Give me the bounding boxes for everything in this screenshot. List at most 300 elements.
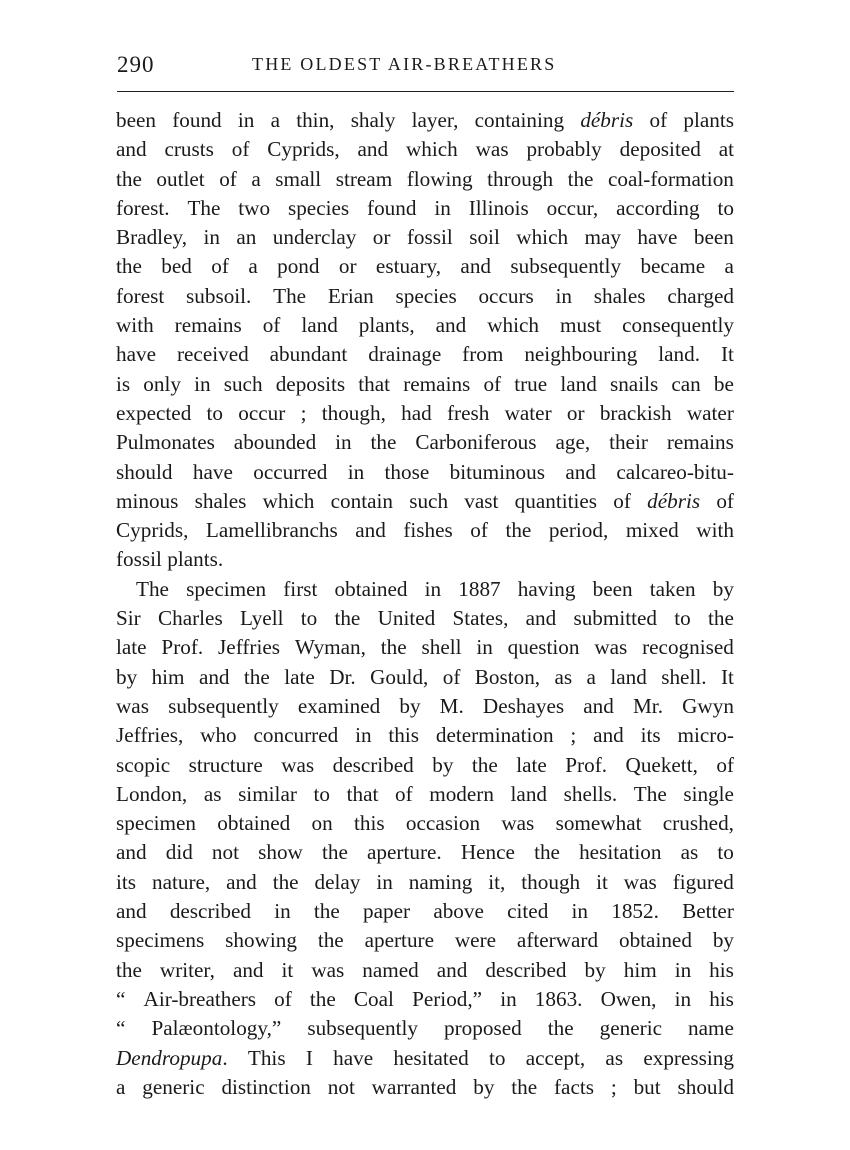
word: débris <box>647 488 701 513</box>
word: the <box>380 635 407 660</box>
word: in <box>355 723 372 748</box>
text-line <box>116 516 734 545</box>
word: specimen <box>116 811 197 836</box>
word: Jeffries <box>218 635 281 660</box>
word: determination <box>435 723 554 748</box>
word: similar <box>238 781 297 806</box>
text-line <box>116 252 734 281</box>
word: bituminous <box>449 459 545 484</box>
word: this <box>354 811 385 836</box>
word: as <box>554 664 573 689</box>
text-line <box>116 194 734 223</box>
text-line <box>116 1014 734 1043</box>
word: the <box>313 899 340 924</box>
word: fossil <box>116 547 162 572</box>
text-line <box>116 545 734 574</box>
word: of <box>231 137 250 162</box>
word: the <box>505 518 532 543</box>
word: the <box>309 986 336 1011</box>
word: became <box>640 254 706 279</box>
word: in <box>274 899 291 924</box>
word: the <box>547 1016 574 1041</box>
word: land <box>560 371 597 396</box>
word: in <box>376 869 393 894</box>
word: in <box>674 957 692 982</box>
word: I <box>305 1045 313 1070</box>
word: a <box>724 254 734 279</box>
word: in <box>347 459 365 484</box>
text-line <box>116 956 734 985</box>
word: It <box>720 342 734 367</box>
word: of <box>716 488 734 513</box>
word: brackish <box>599 400 672 425</box>
word: and <box>565 459 596 484</box>
word: to <box>313 781 330 806</box>
word: Cyprids, <box>267 137 340 162</box>
word: in <box>335 430 352 455</box>
word: concurred <box>253 723 339 748</box>
word: those <box>384 459 430 484</box>
word: fossil <box>406 225 453 250</box>
word: It <box>720 664 734 689</box>
word: naming <box>408 869 473 894</box>
word: obtained <box>217 811 291 836</box>
word: warranted <box>371 1074 457 1099</box>
word: late <box>284 664 315 689</box>
word: the <box>334 606 361 631</box>
word: such <box>223 371 263 396</box>
word: of <box>219 166 237 191</box>
word: facts <box>553 1074 594 1099</box>
word: in <box>203 225 220 250</box>
word: not <box>327 1074 355 1099</box>
word: Dendropupa. <box>116 1045 228 1070</box>
word: of <box>211 254 229 279</box>
word: examined <box>297 693 381 718</box>
word: as <box>203 781 222 806</box>
text-line <box>116 809 734 838</box>
word: though <box>521 869 581 894</box>
word: Boston, <box>474 664 541 689</box>
word: may <box>584 225 621 250</box>
word: two <box>238 195 271 220</box>
word: but <box>633 1074 661 1099</box>
word: plants. <box>167 547 224 572</box>
word: débris <box>580 108 634 132</box>
word: in <box>500 986 517 1011</box>
word: described <box>332 752 414 777</box>
word: species <box>287 195 350 220</box>
word: M. <box>439 693 464 718</box>
word: Better <box>682 899 734 924</box>
word: aperture <box>364 928 434 953</box>
paragraph <box>116 575 734 1102</box>
word: according <box>616 195 700 220</box>
word: forest <box>116 283 165 308</box>
word: his <box>709 957 734 982</box>
word: hesitation <box>579 840 662 865</box>
word: The <box>633 781 667 806</box>
word: his <box>709 986 734 1011</box>
word: small <box>275 166 322 191</box>
word: their <box>609 430 648 455</box>
word: thin, <box>296 108 335 132</box>
word: in <box>674 986 692 1011</box>
word: the <box>317 928 344 953</box>
word: have <box>333 1045 374 1070</box>
word: the <box>511 1074 538 1099</box>
word: Charles <box>157 606 223 631</box>
word: as <box>605 1045 624 1070</box>
word: 1863. <box>534 986 583 1011</box>
text-line <box>116 663 734 692</box>
word: and <box>226 869 257 894</box>
word: aperture. <box>367 840 442 865</box>
word: a <box>586 664 596 689</box>
word: and <box>593 723 624 748</box>
word: a <box>248 254 258 279</box>
word: micro- <box>677 723 734 748</box>
word: on <box>311 811 333 836</box>
text-line <box>116 1044 734 1073</box>
word: though, <box>321 400 386 425</box>
word: received <box>176 342 249 367</box>
word: cited <box>507 899 549 924</box>
word: to <box>206 400 224 425</box>
word: Coal <box>353 986 394 1011</box>
word: with <box>696 518 734 543</box>
word: land. <box>658 342 701 367</box>
word: in <box>476 635 493 660</box>
word: of <box>394 781 413 806</box>
word: underclay <box>272 225 357 250</box>
word: estuary, <box>375 254 442 279</box>
word: Cyprids, <box>116 518 189 543</box>
word: been <box>693 225 734 250</box>
word: or <box>566 400 585 425</box>
word: found <box>172 108 222 132</box>
word: United <box>377 606 436 631</box>
word: specimen <box>186 576 267 601</box>
word: in <box>194 371 211 396</box>
word: Gwyn <box>682 693 734 718</box>
word: distinction <box>221 1074 311 1099</box>
word: calcareo-bitu- <box>616 459 734 484</box>
text-line <box>116 575 734 604</box>
word: this <box>388 723 420 748</box>
word: late <box>516 752 547 777</box>
word: to <box>674 606 691 631</box>
word: fresh <box>446 400 490 425</box>
word: only <box>143 371 181 396</box>
word: and <box>116 840 147 865</box>
word: Palæontology,” <box>151 1016 282 1041</box>
word: be <box>713 371 734 396</box>
word: name <box>688 1016 734 1041</box>
word: the <box>272 869 299 894</box>
word: This <box>247 1045 286 1070</box>
word: neighbouring <box>524 342 638 367</box>
word: Wyman, <box>294 635 366 660</box>
word: of <box>442 664 461 689</box>
word: and <box>355 518 386 543</box>
word: have <box>192 459 233 484</box>
word: which <box>262 488 315 513</box>
word: ; <box>300 400 307 425</box>
word: scopic <box>116 752 171 777</box>
text-line <box>116 633 734 662</box>
word: in <box>424 576 442 601</box>
word: in <box>237 108 255 132</box>
word: above <box>433 899 484 924</box>
word: Deshayes <box>482 693 565 718</box>
word: abounded <box>233 430 317 455</box>
text-line <box>116 1073 734 1102</box>
word: deposits <box>275 371 346 396</box>
word: ; <box>570 723 577 748</box>
word: should <box>677 1074 734 1099</box>
word: Air-breathers <box>143 986 257 1011</box>
word: by <box>432 752 454 777</box>
word: occurred <box>253 459 328 484</box>
word: the <box>243 664 270 689</box>
word: or <box>372 225 391 250</box>
word: States, <box>452 606 509 631</box>
text-line <box>116 399 734 428</box>
word: plants, <box>358 313 415 338</box>
word: species <box>395 283 457 308</box>
word: land <box>610 664 647 689</box>
word: was <box>623 869 657 894</box>
text-line <box>116 721 734 750</box>
paragraph <box>116 106 734 575</box>
word: was <box>116 693 149 718</box>
word: recognised <box>642 635 734 660</box>
word: were <box>454 928 497 953</box>
word: to <box>300 606 318 631</box>
word: expressing <box>643 1045 734 1070</box>
word: of <box>613 488 631 513</box>
word: the <box>567 166 594 191</box>
word: soil <box>469 225 500 250</box>
word: fishes <box>403 518 453 543</box>
word: Period,” <box>412 986 483 1011</box>
text-line <box>116 340 734 369</box>
text-line <box>116 311 734 340</box>
word: remains <box>174 313 242 338</box>
word: vast <box>464 488 499 513</box>
word: was <box>281 752 315 777</box>
word: the <box>471 752 498 777</box>
word: Mr. <box>632 693 663 718</box>
word: of <box>470 518 488 543</box>
word: in <box>555 283 572 308</box>
word: Illinois <box>468 195 529 220</box>
word: who <box>200 723 237 748</box>
word: occasion <box>405 811 481 836</box>
word: afterward <box>516 928 599 953</box>
word: it, <box>488 869 506 894</box>
page-number: 290 <box>117 52 155 77</box>
word: quantities <box>514 488 598 513</box>
word: did <box>165 840 193 865</box>
word: occur <box>238 400 286 425</box>
word: contain <box>330 488 393 513</box>
word: remains <box>403 371 471 396</box>
text-line <box>116 985 734 1014</box>
word: is <box>116 371 131 396</box>
text-line <box>116 838 734 867</box>
word: that <box>346 781 379 806</box>
word: was <box>475 137 509 162</box>
word: Quekett, <box>625 752 698 777</box>
word: and <box>435 313 467 338</box>
word: shales <box>593 283 646 308</box>
word: and <box>525 606 557 631</box>
word: structure <box>188 752 263 777</box>
word: to <box>489 1045 506 1070</box>
word: through <box>487 166 554 191</box>
word: the <box>370 430 397 455</box>
word: bed <box>161 254 192 279</box>
text-line <box>116 897 734 926</box>
word: the <box>116 166 142 191</box>
word: by <box>712 576 734 601</box>
word: period, <box>548 518 609 543</box>
word: of <box>483 371 502 396</box>
text-line <box>116 106 734 135</box>
word: by <box>399 693 421 718</box>
word: somewhat <box>555 811 642 836</box>
word: Pulmonates <box>116 430 215 455</box>
word: him <box>151 664 185 689</box>
word: the <box>321 840 348 865</box>
word: such <box>409 488 449 513</box>
word: snails <box>609 371 659 396</box>
word: him <box>623 957 657 982</box>
word: Gould, <box>370 664 429 689</box>
word: The <box>187 195 221 220</box>
text-line <box>116 604 734 633</box>
word: deposited <box>619 137 701 162</box>
word: writer, <box>159 957 215 982</box>
word: nature, <box>151 869 211 894</box>
word: a <box>116 1074 126 1099</box>
word: it <box>596 869 608 894</box>
word: drainage <box>368 342 442 367</box>
word: named <box>362 957 419 982</box>
word: mixed <box>625 518 679 543</box>
word: described <box>485 957 567 982</box>
word: by <box>116 664 138 689</box>
word: crushed, <box>662 811 734 836</box>
word: The <box>273 283 307 308</box>
word: Dr. <box>329 664 356 689</box>
word: in <box>434 195 451 220</box>
word: have <box>116 342 156 367</box>
word: with <box>116 313 154 338</box>
word: at <box>718 137 734 162</box>
word: from <box>462 342 504 367</box>
word: coal-formation <box>607 166 734 191</box>
word: “ <box>116 986 126 1011</box>
text-line <box>116 370 734 399</box>
word: in <box>571 899 589 924</box>
word: subsequently <box>510 254 622 279</box>
word: found <box>367 195 417 220</box>
word: minous <box>116 488 179 513</box>
word: by <box>712 928 734 953</box>
word: and <box>460 254 492 279</box>
word: pond <box>277 254 320 279</box>
word: the <box>116 957 142 982</box>
word: that <box>358 371 391 396</box>
word: Lyell <box>239 606 284 631</box>
text-line <box>116 428 734 457</box>
word: delay <box>314 869 361 894</box>
word: its <box>116 869 137 894</box>
word: “ <box>116 1016 126 1041</box>
word: showing <box>225 928 297 953</box>
word: it <box>281 957 294 982</box>
running-title: THE OLDEST AIR-BREATHERS <box>252 54 557 74</box>
word: consequently <box>622 313 734 338</box>
word: an <box>236 225 257 250</box>
word: land <box>510 781 548 806</box>
word: proposed <box>444 1016 522 1041</box>
word: obtained <box>618 928 692 953</box>
word: shales <box>194 488 247 513</box>
word: Carboniferous <box>415 430 537 455</box>
word: which <box>405 137 458 162</box>
word: Owen, <box>600 986 657 1011</box>
word: paper <box>363 899 411 924</box>
word: generic <box>599 1016 662 1041</box>
word: having <box>517 576 576 601</box>
word: layer, <box>411 108 459 132</box>
word: Prof. <box>161 635 204 660</box>
word: was <box>501 811 535 836</box>
word: and <box>116 137 147 162</box>
word: show <box>258 840 303 865</box>
word: figured <box>672 869 734 894</box>
word: the <box>707 606 734 631</box>
word: not <box>211 840 239 865</box>
word: Prof. <box>565 752 608 777</box>
word: 1852. <box>611 899 659 924</box>
word: subsequently <box>307 1016 418 1041</box>
word: hesitated <box>393 1045 469 1070</box>
word: was <box>311 957 345 982</box>
word: subsequently <box>168 693 279 718</box>
word: modern <box>429 781 494 806</box>
word: submitted <box>573 606 658 631</box>
word: as <box>680 840 699 865</box>
text-line <box>116 223 734 252</box>
word: by <box>584 957 606 982</box>
word: generic <box>142 1074 205 1099</box>
word: age, <box>555 430 591 455</box>
word: shells. <box>563 781 618 806</box>
word: of <box>262 313 281 338</box>
text-line <box>116 868 734 897</box>
text-line <box>116 282 734 311</box>
word: charged <box>667 283 734 308</box>
word: been <box>592 576 633 601</box>
text-line <box>116 926 734 955</box>
word: question <box>507 635 580 660</box>
word: probably <box>526 137 602 162</box>
